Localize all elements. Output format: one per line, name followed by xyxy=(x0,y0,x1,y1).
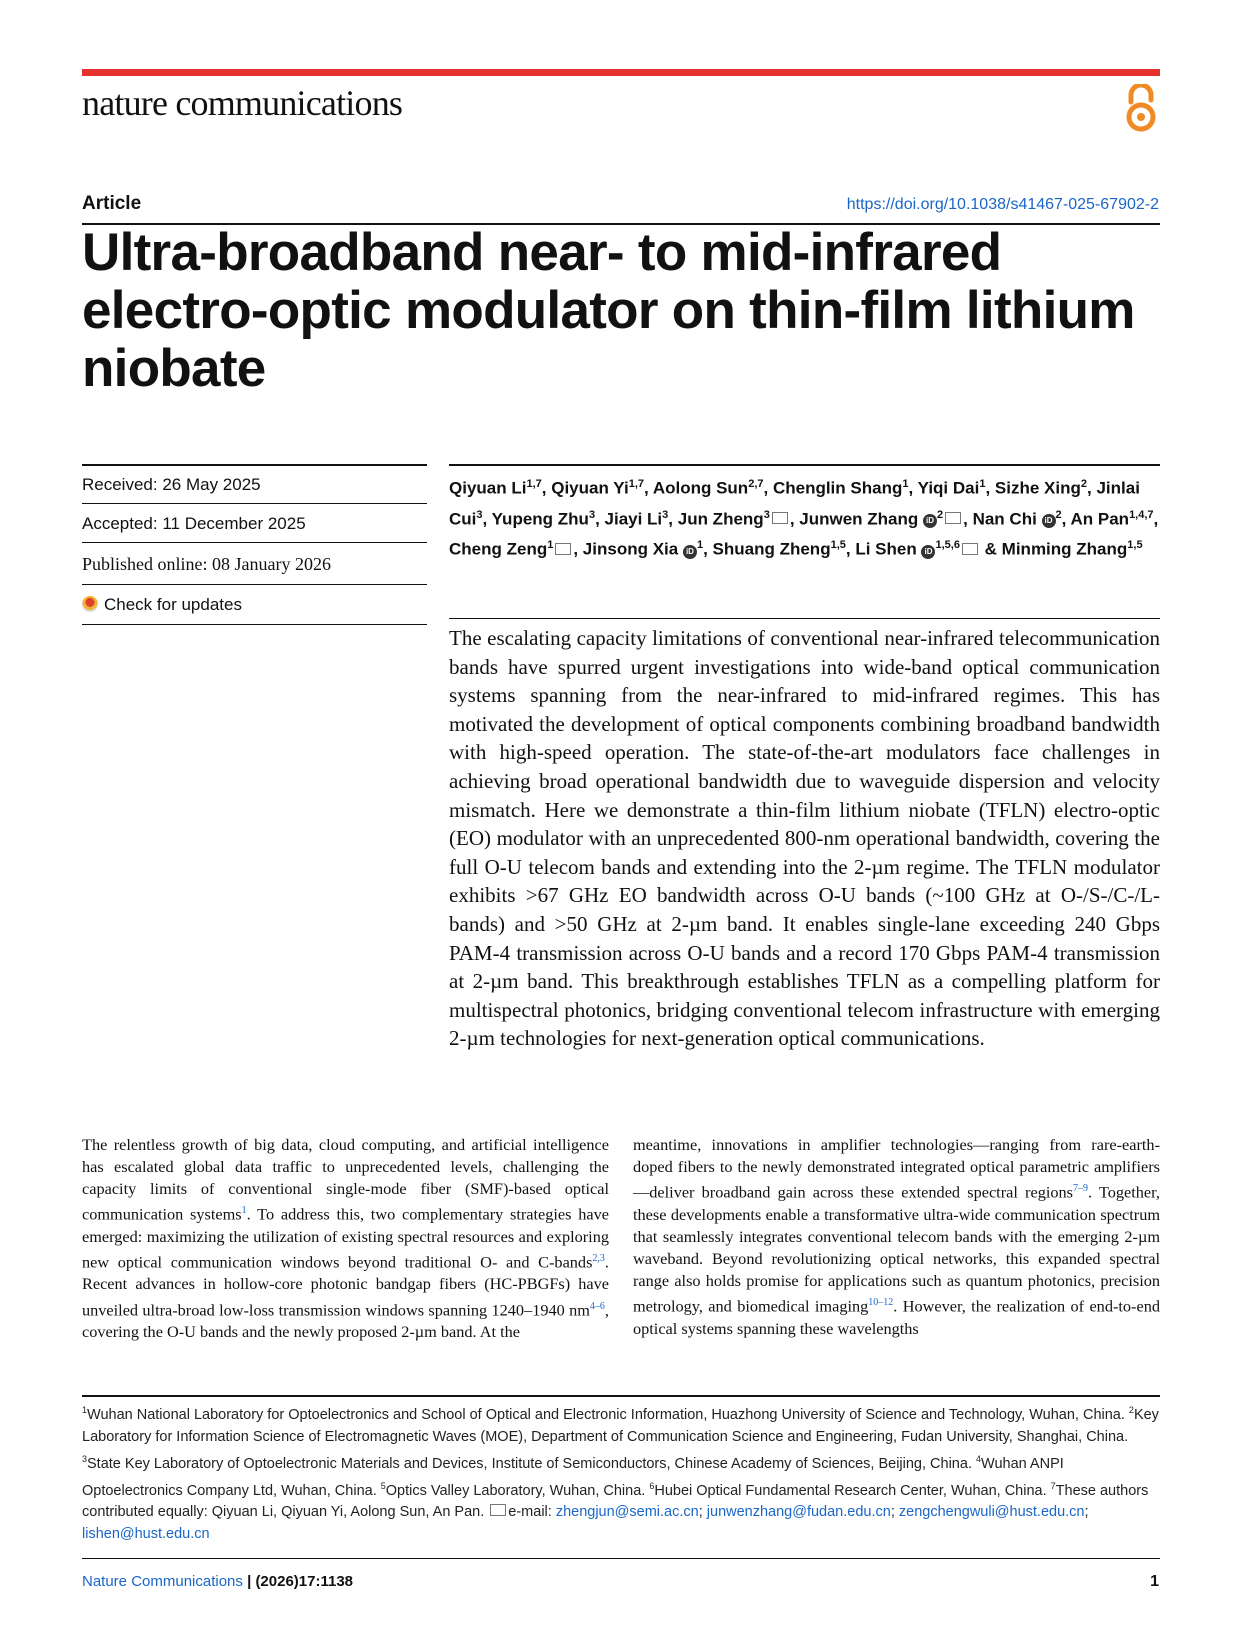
email-icon[interactable] xyxy=(962,543,978,555)
open-access-icon xyxy=(1119,84,1163,134)
abstract: The escalating capacity limitations of conventional near-infrared telecommunication bands have spurred urgent investigations into wide-band optical communication systems spanning from the near-infrared to mid-infrared regimes. This has motivated the development of optical components combining broadband bandwidth with high-speed operation. The state-of-the-art modulators face challenges in achieving broad operational bandwidth due to waveguide dispersion and velocity mismatch. Here we demonstrate a thin-film lithium niobate (TFLN) electro-optic (EO) modulator with an unprecedented 800-nm operational bandwidth, covering the full O-U telecom bands and extending into the 2-µm regime. The TFLN modulator exhibits >67 GHz EO bandwidth across O-U bands (~100 GHz at O-/S-/C-/L-bands) and >50 GHz at 2-µm band. It enables single-lane exceeding 240 Gbps PAM-4 transmission across O-U bands and a record 170 Gbps PAM-4 transmission at 2-µm band. This breakthrough establishes TFLN as a compelling platform for multispectral photonics, bridging conventional telecom infrastructure with emerging 2-µm technologies for next-generation optical communications. xyxy=(449,626,1160,1051)
page-number: 1 xyxy=(1150,1573,1159,1590)
footnote-text: Optics Valley Laboratory, Wuhan, China. xyxy=(385,1482,650,1499)
author-affiliation: 1,4,7 xyxy=(1129,508,1154,521)
author-name[interactable]: Aolong Sun xyxy=(652,478,749,498)
footnote-marker: 7 xyxy=(1050,1480,1056,1491)
author-affiliation: 2 xyxy=(1080,478,1087,490)
citation-ref[interactable]: 1 xyxy=(241,1205,247,1217)
orcid-icon[interactable]: iD xyxy=(1042,514,1056,528)
author-name[interactable]: An Pan xyxy=(1070,509,1130,529)
author-separator: , xyxy=(703,539,713,559)
author-name[interactable]: Jiayi Li xyxy=(604,509,663,529)
article-type-label: Article xyxy=(82,193,142,214)
author-affiliation: 1,7 xyxy=(628,478,644,490)
citation-ref[interactable]: 4–6 xyxy=(589,1300,605,1312)
author-affiliation: 1 xyxy=(902,478,909,490)
header-accent-bar xyxy=(82,69,1160,76)
email-link[interactable]: zhengjun@semi.ac.cn xyxy=(555,1504,699,1521)
email-link[interactable]: lishen@hust.edu.cn xyxy=(82,1526,210,1543)
author-separator: , xyxy=(1087,478,1097,498)
author-separator: , xyxy=(573,539,583,559)
email-icon xyxy=(490,1504,506,1516)
check-updates-icon xyxy=(82,596,98,612)
author-separator: , xyxy=(963,509,973,529)
author-affiliation: 3 xyxy=(662,508,669,521)
author-separator: , xyxy=(908,478,918,498)
author-separator: , xyxy=(1061,509,1071,529)
author-name[interactable]: Qiyuan Li xyxy=(449,478,527,498)
author-affiliation: 1,5 xyxy=(1127,539,1143,552)
body-text-right-column xyxy=(633,1134,1160,1340)
footnote-divider xyxy=(82,1395,1160,1397)
footer-citation xyxy=(82,1573,353,1590)
body-text: . Together, these developments enable a transformative ultra-wide communication spectrum that seamlessly integrates conventional telecom bands with the emerging 2-µm waveband. Beyond revolutionizing optical networks, this expanded spectral range also holds promise for applications such as quantum photonics, precision metrology, and biomedical imaging xyxy=(633,1182,1160,1316)
orcid-icon[interactable]: iD xyxy=(921,545,935,559)
published-date: Published online: 08 January 2026 xyxy=(82,554,331,574)
author-name[interactable]: Shuang Zheng xyxy=(712,539,831,559)
author-separator: , xyxy=(1153,509,1159,529)
body-text: . To address this, two complementary strategies have emerged: maximizing the utilization of existing spectral resources and exploring new optical communication windows beyond traditional O- and C-bands xyxy=(82,1204,609,1272)
author-name[interactable]: Yupeng Zhu xyxy=(491,509,589,529)
citation-ref[interactable]: 7–9 xyxy=(1072,1183,1088,1195)
author-name[interactable]: Jun Zheng xyxy=(677,509,764,529)
orcid-icon[interactable]: iD xyxy=(683,545,697,559)
author-name[interactable]: Chenglin Shang xyxy=(772,478,903,498)
sidebar-divider xyxy=(82,542,427,543)
author-separator: , xyxy=(482,509,492,529)
footnote-text: Key Laboratory for Information Science of Electromagnetic Waves (MOE), Department of Communication Science and Engineering, Fudan University, Shanghai, China. xyxy=(82,1406,1159,1445)
email-link[interactable]: zengchengwuli@hust.edu.cn xyxy=(898,1504,1085,1521)
footnote-text: Hubei Optical Fundamental Research Center, Wuhan, China. xyxy=(654,1482,1051,1499)
author-separator: , xyxy=(595,509,605,529)
footnote-text: Wuhan National Laboratory for Optoelectronics and School of Optical and Electronic Information, Huazhong University of Science and Technology, Wuhan, China. xyxy=(87,1406,1129,1423)
citation-ref[interactable]: 10–12 xyxy=(868,1297,894,1309)
author-affiliation: 3 xyxy=(763,508,770,521)
body-text: . However, the realization of end-to-end optical systems spanning these wavelengths xyxy=(633,1296,1160,1338)
footer-divider xyxy=(82,1558,1160,1559)
footnote-text: Wuhan ANPI Optoelectronics Company Ltd, Wuhan, China. xyxy=(82,1455,1064,1499)
body-text: , covering the O-U bands and the newly proposed 2-µm band. At the xyxy=(82,1299,609,1342)
citation-ref[interactable]: 2,3 xyxy=(592,1252,605,1264)
sidebar-divider xyxy=(82,464,427,466)
abstract-divider xyxy=(449,618,1160,619)
author-separator: , xyxy=(668,509,678,529)
author-name[interactable]: Cheng Zeng xyxy=(449,539,548,559)
footnote-marker: 2 xyxy=(1128,1405,1134,1415)
author-affiliation: 2 xyxy=(1055,508,1062,521)
email-link[interactable]: junwenzhang@fudan.edu.cn xyxy=(706,1504,891,1521)
author-affiliation: 1 xyxy=(979,478,986,490)
sidebar-divider xyxy=(82,503,427,504)
author-affiliation: 3 xyxy=(476,508,483,521)
orcid-icon[interactable]: iD xyxy=(923,514,937,528)
footnote-marker: 3 xyxy=(82,1453,88,1464)
author-separator: & xyxy=(979,539,1002,559)
body-text: meantime, innovations in amplifier technologies—ranging from rare-earth-doped fibers to the newly demonstrated integrated optical parametric amplifiers—deliver broadband gain across these extended spectral regions xyxy=(633,1135,1160,1202)
authors-divider xyxy=(449,464,1160,466)
author-separator: , xyxy=(985,478,995,498)
author-affiliation: 1,7 xyxy=(526,478,542,490)
received-date: Received: 26 May 2025 xyxy=(82,475,261,494)
author-name[interactable]: Sizhe Xing xyxy=(994,478,1081,498)
body-text: . Recent advances in hollow-core photonic bandgap fibers (HC-PBGFs) have unveiled ultra-broad low-loss transmission windows spanning 1240–1940 nm xyxy=(82,1252,609,1319)
footer-journal-link[interactable]: Nature Communications xyxy=(82,1573,243,1590)
sidebar-divider xyxy=(82,624,427,625)
email-icon[interactable] xyxy=(772,512,788,524)
author-affiliation: 1 xyxy=(696,539,704,552)
author-affiliation: 2 xyxy=(937,508,944,521)
check-updates-label: Check for updates xyxy=(104,595,242,614)
author-list xyxy=(449,471,1160,563)
email-icon[interactable] xyxy=(945,512,961,524)
author-name[interactable]: Jinsong Xia xyxy=(582,539,679,559)
author-separator: , xyxy=(644,478,653,498)
footer-volume: | (2026)17:1138 xyxy=(242,1573,354,1590)
footnote-text: State Key Laboratory of Optoelectronic Materials and Devices, Institute of Semiconductors, Chinese Academy of Sciences, Beijing, China. xyxy=(87,1455,976,1472)
author-name[interactable]: Qiyuan Yi xyxy=(551,478,629,498)
author-separator: , xyxy=(845,539,856,559)
author-affiliation: 1 xyxy=(547,539,554,552)
author-separator: , xyxy=(789,509,800,529)
author-name[interactable]: Minming Zhang xyxy=(1001,539,1128,559)
footnote-marker: 5 xyxy=(380,1480,386,1491)
body-text: The relentless growth of big data, cloud computing, and artificial intelligence has escalated global data traffic to unprecedented levels, challenging the capacity limits of conventional single-mode fiber (SMF)-based optical communication systems xyxy=(82,1135,609,1224)
doi-link[interactable]: https://doi.org/10.1038/s41467-025-67902-2 xyxy=(846,196,1159,213)
author-affiliation: 1,5,6 xyxy=(935,539,960,552)
accepted-date: Accepted: 11 December 2025 xyxy=(82,514,306,533)
affiliations-footnote: $^1$Wuhan National Laboratory for Optoelectronics and School of Optical and Electronic Information, Huazhong University of Science and Technology, Wuhan, China. $^2$Key Laboratory for Information Science of Electromagnetic Waves (MOE), Department of Communication Science and Engineering, Fudan University, Shanghai, China. $^3$State Key Laboratory of Optoelectronic Materials and Devices, Institute of Semiconductors, Chinese Academy of Sciences, Beijing, China. $^4$Wuhan ANPI Optoelectronics Company Ltd, Wuhan, China. $^5$Optics Valley Laboratory, Wuhan, China. $^6$Hubei Optical Fundamental Research Center, Wuhan, China. $^7$These authors contributed equally: Qiyuan Li, Qiyuan Yi, Aolong Sun, An Pan. e-mail: zhengjun@semi.ac.cn; junwenzhang@fudan.edu.cn; zengchengwuli@hust.edu.cn; lishen@hust.edu.cn xyxy=(82,1405,1159,1543)
footnote-marker: 1 xyxy=(82,1405,88,1415)
check-updates-link[interactable] xyxy=(82,595,242,615)
journal-logo[interactable]: nature communications xyxy=(82,83,403,123)
body-text-left-column xyxy=(82,1134,609,1343)
author-name[interactable]: Jinlai Cui xyxy=(449,478,1140,529)
footnote-text: These authors contributed equally: Qiyuan Li, Qiyuan Yi, Aolong Sun, An Pan. xyxy=(82,1482,1149,1521)
author-name[interactable]: Li Shen xyxy=(855,539,917,559)
article-title: Ultra-broadband near- to mid-infrared electro-optic modulator on thin-film lithium niobate xyxy=(82,223,1135,398)
email-icon[interactable] xyxy=(555,543,571,555)
author-name[interactable]: Yiqi Dai xyxy=(917,478,980,498)
footnote-marker: 4 xyxy=(976,1453,982,1464)
email-label: e-mail: xyxy=(508,1504,556,1521)
sidebar-divider xyxy=(82,584,427,585)
author-affiliation: 2,7 xyxy=(748,478,764,490)
author-affiliation: 3 xyxy=(588,508,596,521)
author-separator: , xyxy=(763,478,773,498)
footnote-marker: 6 xyxy=(649,1480,655,1491)
author-affiliation: 1,5 xyxy=(830,539,846,552)
author-separator: , xyxy=(541,478,552,498)
author-name[interactable]: Junwen Zhang xyxy=(799,509,919,529)
author-name[interactable]: Nan Chi xyxy=(972,509,1037,529)
